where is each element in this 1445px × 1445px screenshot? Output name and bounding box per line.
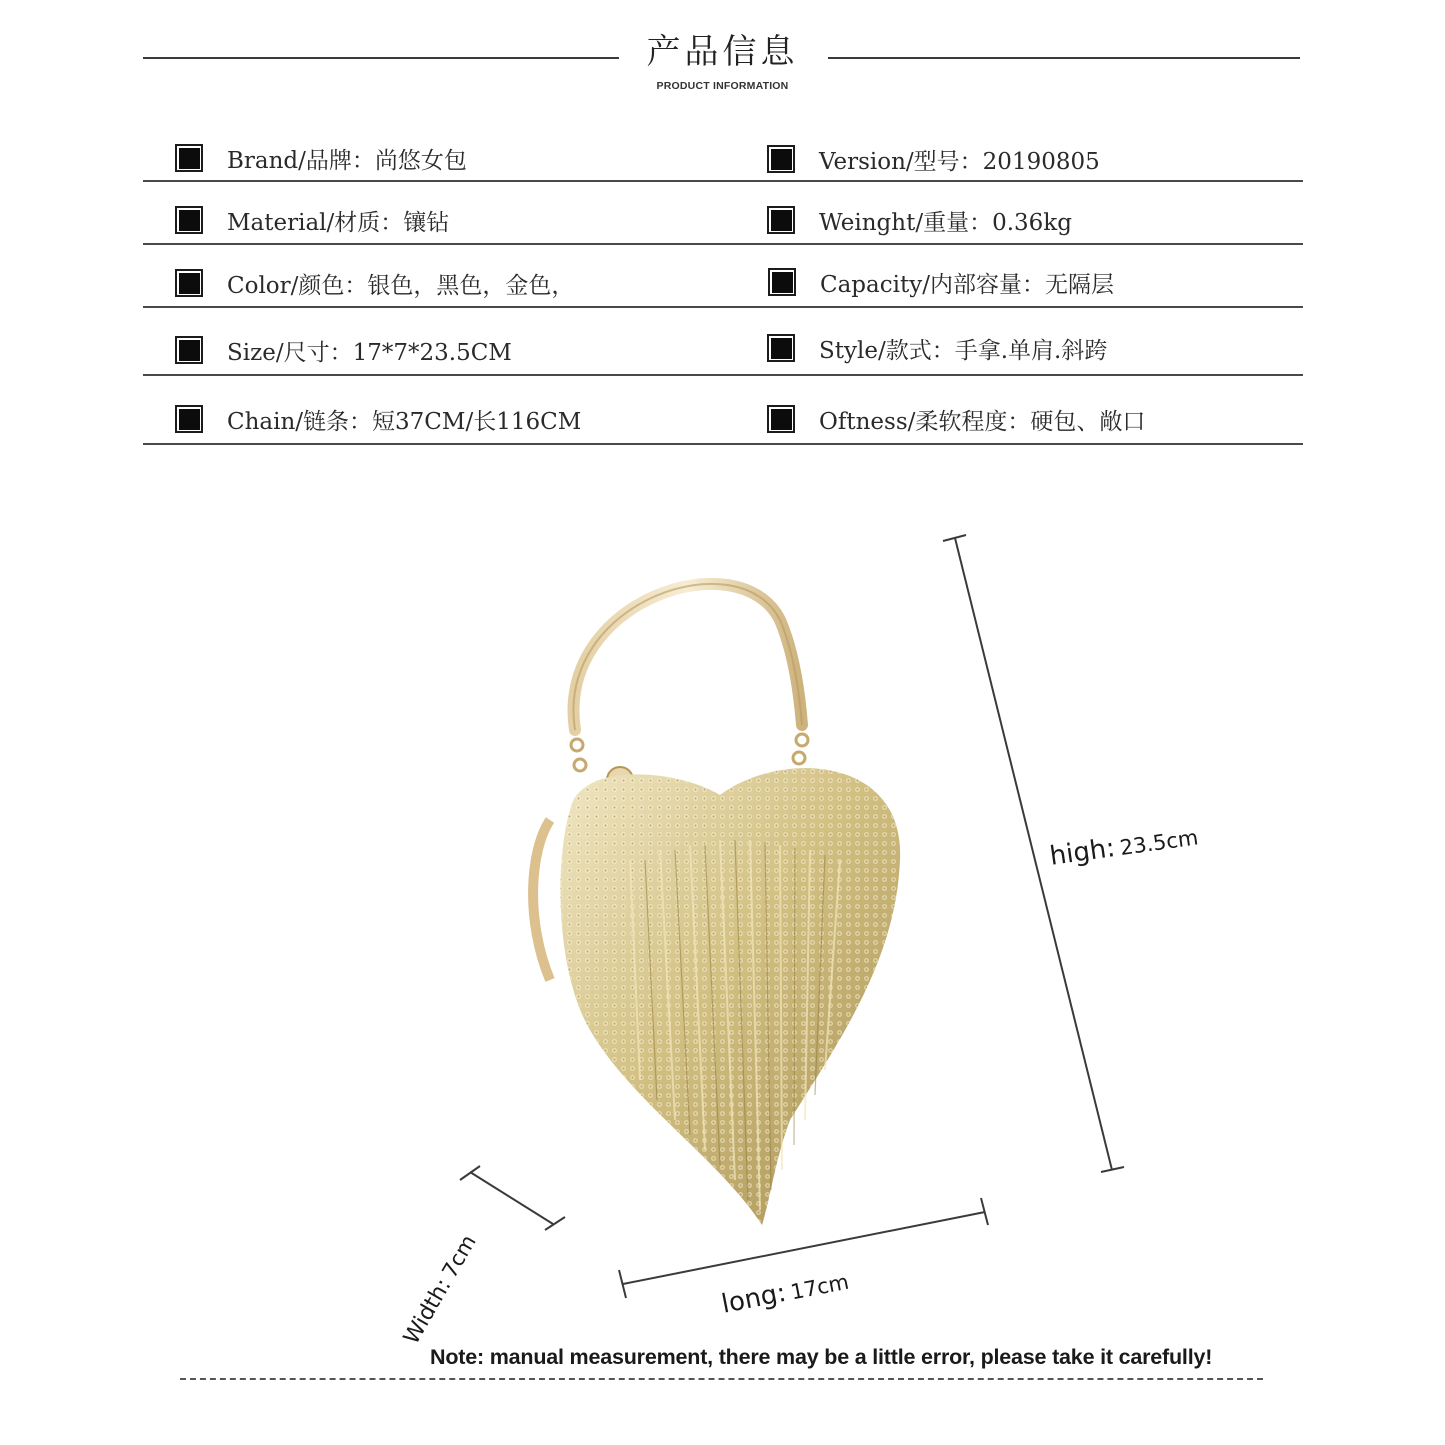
- high-label: high:: [1047, 833, 1117, 872]
- spec-label: Size/尺寸：17*7*23.5CM: [227, 339, 512, 366]
- spec-label: Brand/品牌：尚悠女包: [227, 147, 467, 174]
- long-label: long:: [719, 1277, 789, 1320]
- width-label: Width:: [399, 1274, 457, 1349]
- spec-label: Oftness/柔软程度：硬包、敞口: [819, 408, 1146, 435]
- page-title: 产品信息: [646, 32, 799, 72]
- spec-label: Chain/链条：短37CM/长116CM: [227, 408, 582, 435]
- high-value: 23.5cm: [1118, 825, 1200, 861]
- spec-label: Capacity/内部容量：无隔层: [820, 271, 1114, 298]
- spec-label: Weinght/重量：0.36kg: [819, 209, 1072, 236]
- page-subtitle: PRODUCT INFORMATION: [656, 80, 789, 92]
- dashed-divider: [180, 1378, 1263, 1380]
- measurement-note: Note: manual measurement, there may be a little error, please take it carefully!: [430, 1345, 1213, 1369]
- spec-label: Color/颜色：银色，黑色，金色，: [227, 272, 575, 299]
- spec-label: Version/型号：20190805: [819, 148, 1100, 175]
- spec-label: Style/款式：手拿.单肩.斜跨: [819, 337, 1108, 364]
- width-value: 7cm: [437, 1230, 481, 1283]
- long-value: 17cm: [788, 1269, 851, 1305]
- spec-label: Material/材质：镶钻: [227, 209, 450, 236]
